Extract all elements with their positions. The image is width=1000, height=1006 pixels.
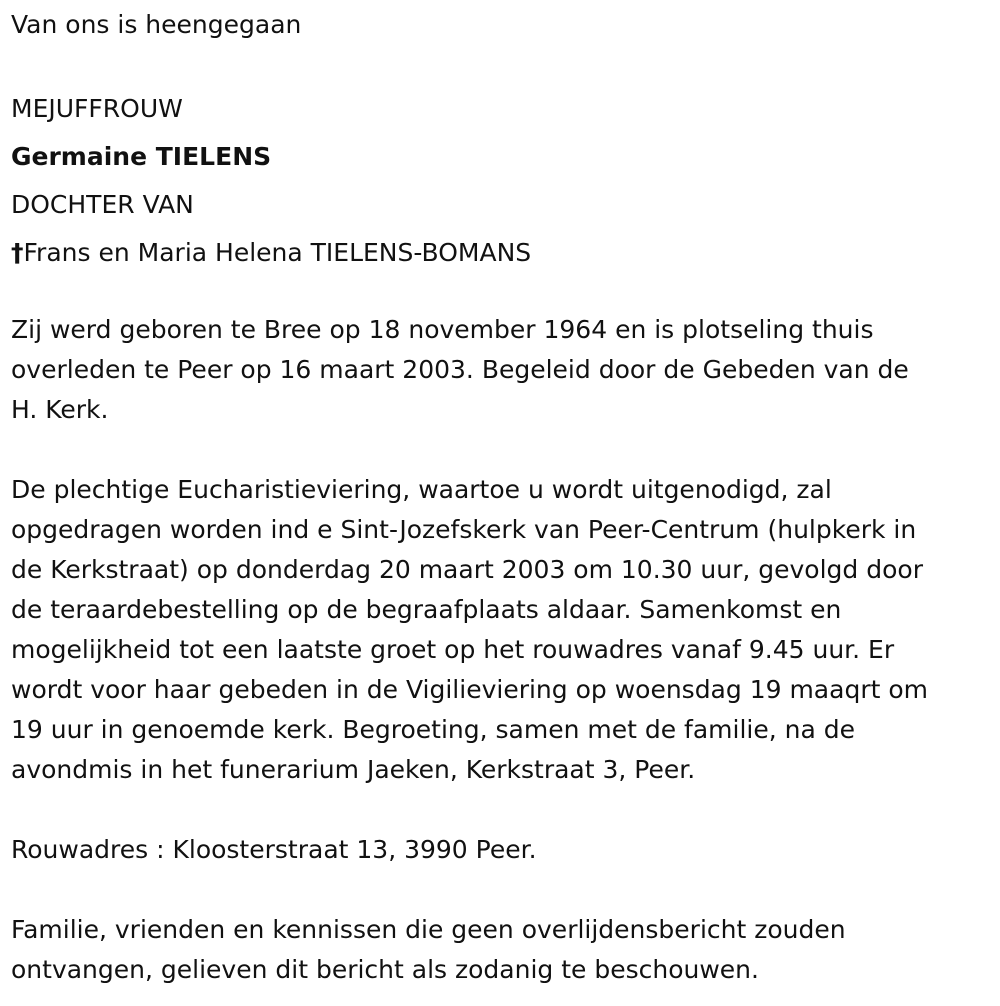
closing-paragraph (11, 910, 846, 990)
paragraph-line: ontvangen, gelieven dit bericht als zodanig te beschouwen. (11, 955, 759, 984)
paragraph-line: wordt voor haar gebeden in de Vigilieviering op woensdag 19 maaqrt om (11, 675, 928, 704)
paragraph-line: opgedragen worden ind e Sint-Jozefskerk van Peer-Centrum (hulpkerk in (11, 515, 917, 544)
address-paragraph (11, 830, 537, 870)
paragraph-line: de Kerkstraat) op donderdag 20 maart 2003 om 10.30 uur, gevolgd door (11, 555, 923, 584)
deceased-name: Germaine TIELENS (11, 142, 272, 171)
intro-text: Van ons is heengegaan (11, 10, 302, 39)
deceased-block (11, 85, 531, 277)
paragraph-line: Zij werd geboren te Bree op 18 november 1964 en is plotseling thuis (11, 315, 874, 344)
relation-text: DOCHTER VAN (11, 190, 194, 219)
birth-paragraph (11, 310, 909, 430)
paragraph-line: de teraardebestelling op de begraafplaats aldaar. Samenkomst en (11, 595, 842, 624)
paragraph-line: overleden te Peer op 16 maart 2003. Begeleid door de Gebeden van de (11, 355, 909, 384)
paragraph-line: H. Kerk. (11, 395, 109, 424)
paragraph-line: mogelijkheid tot een laatste groet op het rouwadres vanaf 9.45 uur. Er (11, 635, 895, 664)
paragraph-line: Familie, vrienden en kennissen die geen overlijdensbericht zouden (11, 915, 846, 944)
service-paragraph (11, 470, 928, 790)
paragraph-line: 19 uur in genoemde kerk. Begroeting, samen met de familie, na de (11, 715, 856, 744)
cross-icon: † (11, 238, 24, 267)
paragraph-line: De plechtige Eucharistieviering, waartoe u wordt uitgenodigd, zal (11, 475, 832, 504)
title-prefix: MEJUFFROUW (11, 94, 183, 123)
parents-names: Frans en Maria Helena TIELENS-BOMANS (23, 238, 532, 267)
parents-line (11, 229, 531, 277)
paragraph-line: avondmis in het funerarium Jaeken, Kerkstraat 3, Peer. (11, 755, 696, 784)
mourning-address: Rouwadres : Kloosterstraat 13, 3990 Peer. (11, 835, 537, 864)
